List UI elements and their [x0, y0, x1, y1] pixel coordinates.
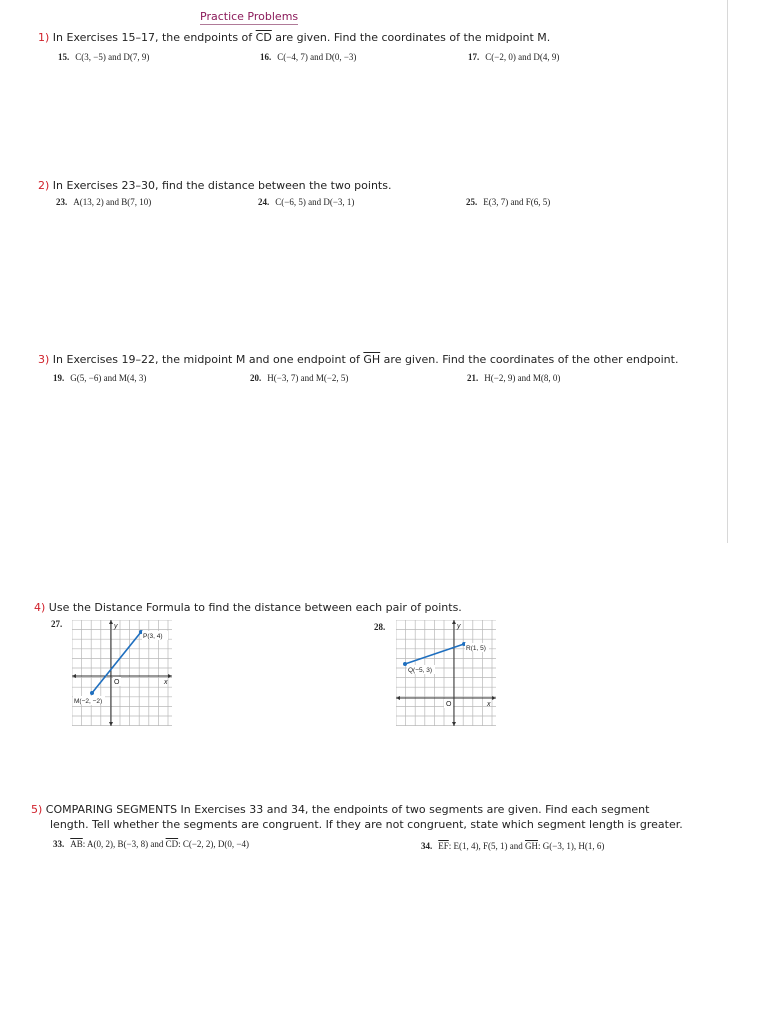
question-5: 5) COMPARING SEGMENTS In Exercises 33 and 34, the endpoints of two segments are given. Find each segment length. Tell whether the segments are congruent. If they are not congruent, state which segment length is greater.	[31, 803, 683, 831]
question-number: 1)	[38, 31, 50, 44]
question-4: 4) Use the Distance Formula to find the distance between each pair of points.	[34, 601, 462, 614]
exercise-28-graph	[396, 620, 496, 726]
segment-cd-label: $\overline{CD}$	[255, 31, 272, 44]
point-q	[403, 662, 407, 666]
exercise-16: 16. C(−4, 7) and D(0, −3)	[260, 52, 357, 62]
question-number: 4)	[34, 601, 46, 614]
origin-label: O	[114, 679, 120, 686]
exercise-25: 25. E(3, 7) and F(6, 5)	[466, 197, 551, 207]
exercise-21: 21. H(−2, 9) and M(8, 0)	[467, 373, 561, 383]
question-number: 5)	[31, 803, 43, 816]
exercise-20: 20. H(−3, 7) and M(−2, 5)	[250, 373, 349, 383]
question-1: 1) In Exercises 15–17, the endpoints of $\overline{CD}$ are given. Find the coordinates of the midpoint M.	[38, 31, 551, 44]
y-axis-label: y	[114, 623, 118, 630]
exercise-19: 19. G(5, −6) and M(4, 3)	[53, 373, 147, 383]
exercise-34: 34. $\overline{EF}$: E(1, 4), F(5, 1) and $\overline{GH}$: G(−3, 1), H(1, 6)	[421, 841, 605, 851]
exercise-28-number: 28.	[374, 622, 386, 632]
exercise-23: 23. A(13, 2) and B(7, 10)	[56, 197, 152, 207]
exercise-27-number: 27.	[51, 619, 63, 629]
origin-label: O	[446, 701, 452, 708]
x-axis-label: x	[164, 679, 168, 686]
exercise-27-graph	[72, 620, 172, 726]
label-m: M(−2, −2)	[74, 698, 103, 705]
page-right-border	[727, 0, 728, 543]
question-number: 3)	[38, 353, 50, 366]
exercise-17: 17. C(−2, 0) and D(4, 9)	[468, 52, 560, 62]
exercise-24: 24. C(−6, 5) and D(−3, 1)	[258, 197, 355, 207]
question-number: 2)	[38, 179, 50, 192]
exercise-15: 15. C(3, −5) and D(7, 9)	[58, 52, 150, 62]
page-title: Practice Problems	[200, 10, 299, 23]
label-p: P(3, 4)	[143, 633, 163, 640]
y-axis-label: y	[457, 623, 461, 630]
label-r: R(1, 5)	[466, 645, 486, 652]
question-2: 2) In Exercises 23–30, find the distance between the two points.	[38, 179, 392, 192]
segment-gh-label: $\overline{GH}$	[363, 353, 381, 366]
question-3: 3) In Exercises 19–22, the midpoint M and one endpoint of $\overline{GH}$ are given. Find the coordinates of the other endpoint.	[38, 353, 679, 366]
x-axis-label: x	[487, 701, 491, 708]
label-q: Q(−5, 3)	[408, 667, 433, 674]
exercise-33: 33. $\overline{AB}$: A(0, 2), B(−3, 8) and $\overline{CD}$: C(−2, 2), D(0, −4)	[53, 839, 250, 849]
point-m	[90, 691, 94, 695]
